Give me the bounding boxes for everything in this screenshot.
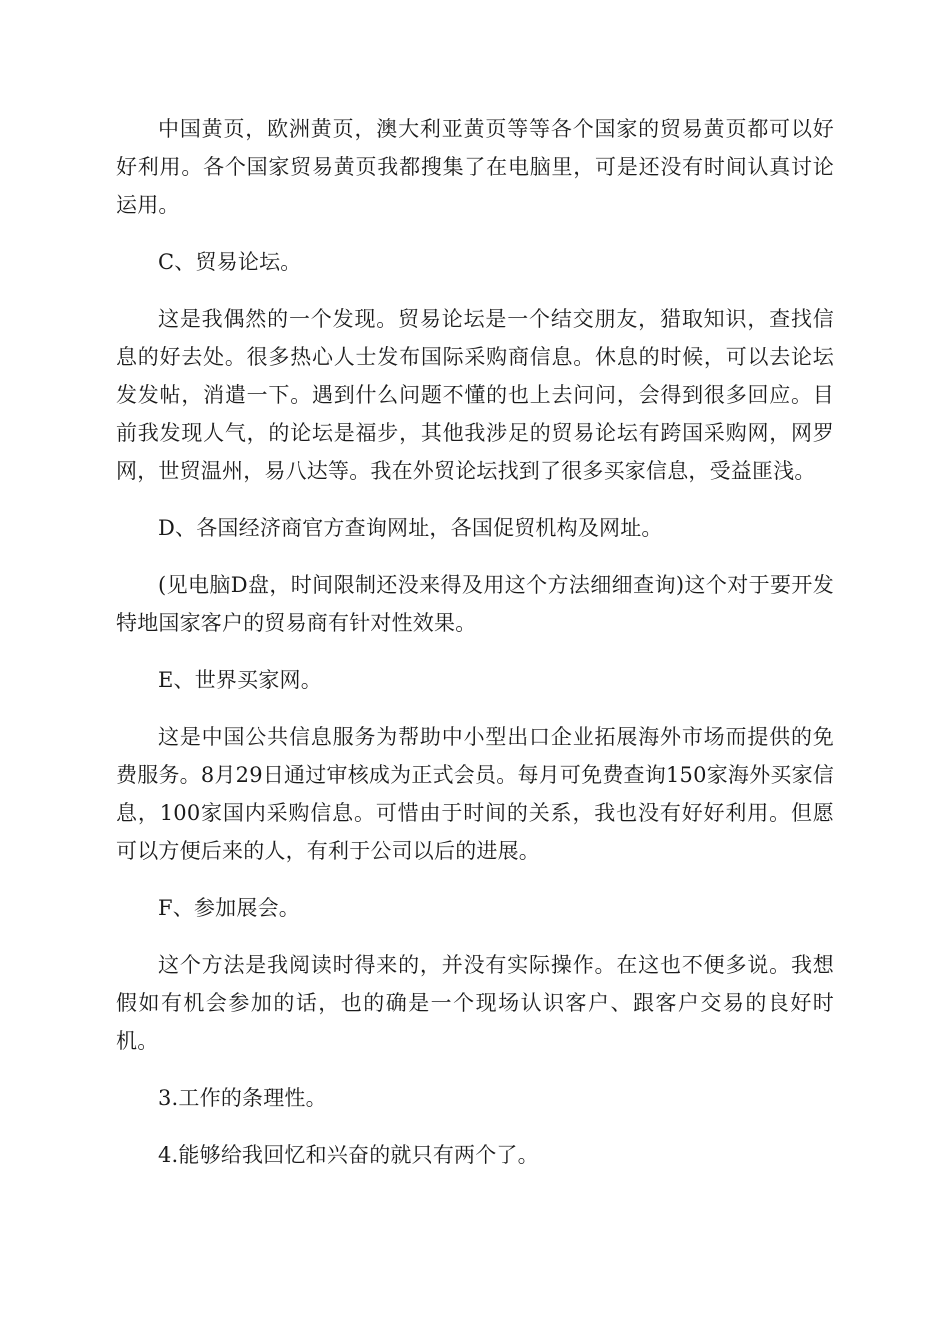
heading-official-sites: D、各国经济商官方查询网址，各国促贸机构及网址。 [158, 516, 663, 540]
paragraph-world-buyers: 这是中国公共信息服务为帮助中小型出口企业拓展海外市场而提供的免费服务。8月29日通过审核成为正式会员。每月可免费查询150家海外买家信息，100家国内采购信息。可惜由于时间的关系，我也没有好好利用。但愿可以方便后来的人，有利于公司以后的进展。 [116, 725, 834, 863]
heading-world-buyers: E、世界买家网。 [158, 668, 322, 692]
heading-work-organization: 3.工作的条理性。 [158, 1086, 327, 1110]
document-body [116, 110, 834, 1193]
heading-trade-forum: C、贸易论坛。 [158, 250, 302, 274]
paragraph-trade-forum: 这是我偶然的一个发现。贸易论坛是一个结交朋友，猎取知识，查找信息的好去处。很多热心人士发布国际采购商信息。休息的时候，可以去论坛发发帖，消遣一下。遇到什么问题不懂的也上去问问，会得到很多回应。目前我发现人气，的论坛是福步，其他我涉足的贸易论坛有跨国采购网，网罗网，世贸温州，易八达等。我在外贸论坛找到了很多买家信息，受益匪浅。 [116, 307, 834, 483]
paragraph-official-sites: (见电脑D盘，时间限制还没来得及用这个方法细细查询)这个对于要开发特地国家客户的贸易商有针对性效果。 [116, 573, 834, 635]
paragraph-exhibitions: 这个方法是我阅读时得来的，并没有实际操作。在这也不便多说。我想假如有机会参加的话，也的确是一个现场认识客户、跟客户交易的良好时机。 [116, 953, 834, 1053]
heading-memories: 4.能够给我回忆和兴奋的就只有两个了。 [158, 1143, 539, 1167]
heading-exhibitions: F、参加展会。 [158, 896, 300, 920]
paragraph-yellow-pages: 中国黄页，欧洲黄页，澳大利亚黄页等等各个国家的贸易黄页都可以好好利用。各个国家贸易黄页我都搜集了在电脑里，可是还没有时间认真讨论运用。 [116, 117, 834, 217]
